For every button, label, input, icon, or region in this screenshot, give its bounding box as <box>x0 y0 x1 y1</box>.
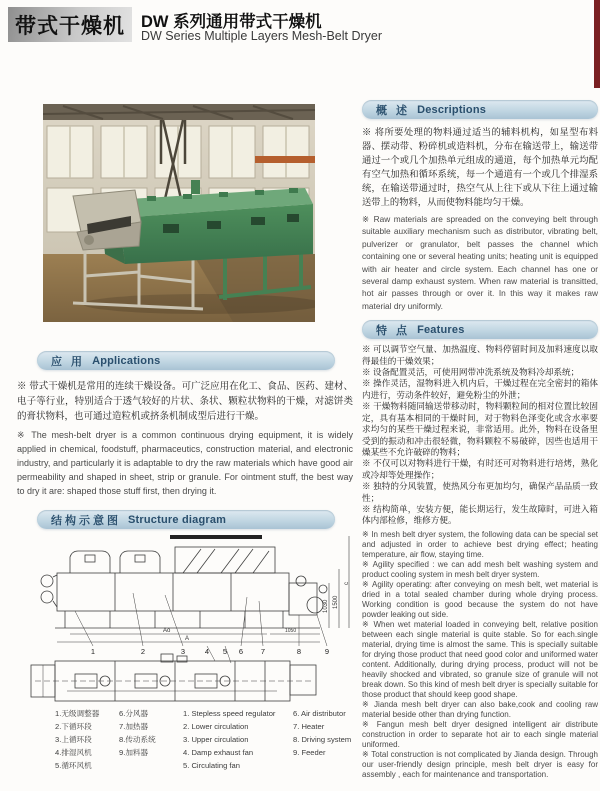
features-label-en: Features <box>417 323 465 336</box>
applications-label-en: Applications <box>92 354 161 367</box>
feature-item-zh: ※ 操作灵活，湿物料进入机内后，干燥过程在完全密封的箱体内进行，劳动条件较好，避免粉尘的外泄； <box>362 378 598 400</box>
feature-item-en: ※ Fangun mesh belt dryer designed intelligent air distribute construction in order to separate hot air to each single material uniformed. <box>362 719 598 749</box>
legend-item: 9. Feeder <box>293 748 326 757</box>
structure-label-zh: 结构示意图 <box>51 514 121 527</box>
section-header-features <box>362 320 598 339</box>
applications-text-zh: ※ 带式干燥机是常用的连续干燥设备。可广泛应用在化工、食品、医药、建材、电子等行业，特别适合于透气较好的片状、条状、颗粒状物料的干燥，对滤饼类的膏状物料，也可通过造粒机或挤条机制成型后进行干燥。 <box>17 381 353 422</box>
feature-item-zh: ※ 干燥物料随同输送带移动时，物料颗粒间的相对位置比较固定，具有基本相同的干燥时间，对于物料色泽变化或含水率要求均匀的某些干燥过程来说，非常适用。此外，物料在设备里受到的振动和冲击很轻微，物料颗粒不易破碎，因些也适用干燥某些不允许破碎的物料； <box>362 401 598 457</box>
page-title-en: DW Series Multiple Layers Mesh-Belt Dryer <box>141 29 383 43</box>
feature-item-zh: ※ 可以调节空气量、加热温度、物料停留时间及加料速度以取得最佳的干燥效果； <box>362 344 598 366</box>
callout-3: 3 <box>180 647 186 656</box>
legend-item: 5. Circulating fan <box>183 761 240 770</box>
legend-column-en-2 <box>293 707 351 759</box>
callout-8: 8 <box>296 647 302 656</box>
features-list-zh <box>362 344 598 527</box>
feature-item-en: ※ Total construction is not complicated by Jianda design. Through our user-friendly design principle, mesh belt dryer is easy for assembly , each for maintenance and transportation. <box>362 749 598 779</box>
feature-item-zh: ※ 不仅可以对物料进行干燥，有时还可对物料进行培烤，熟化或冷却等处理操作； <box>362 458 598 480</box>
feature-item-zh: ※ 独特的分风装置，使热风分布更加均匀，确保产品品质一致性； <box>362 481 598 503</box>
legend-item: 6. Air distributor <box>293 709 346 718</box>
callout-4: 4 <box>204 647 210 656</box>
legend-item: 8. Driving system <box>293 735 352 744</box>
descriptions-text-en: ※ Raw materials are spreaded on the conveying belt through suitable auxiliary mechanism such as distributor, vibrating belt, pulverizer or granulator, belt passes the channel which containing one or several heating units; heating unit is equipped with air heater and circle system. Each channel has one or several damp exhaust system. When raw material is transitted, hot air passes through or over it. In this way it makes raw material dry uniformly. <box>362 214 598 311</box>
structure-diagram <box>15 533 355 705</box>
descriptions-label-zh: 概 述 <box>376 104 411 117</box>
right-column <box>362 100 598 780</box>
legend-item: 2.下循环段 <box>55 722 92 731</box>
dim-a: A <box>185 636 190 642</box>
features-list-en <box>362 530 598 780</box>
side-view <box>41 535 327 628</box>
page-edge-marker <box>594 0 600 88</box>
dim-ao: Ao <box>163 628 171 634</box>
feature-item-zh: ※ 结构简单，安装方便，能长期运行，发生故障时，可进入箱体内部检修，维修方便。 <box>362 503 598 526</box>
descriptions-text-zh: ※ 将所要处理的物料通过适当的辅料机构，如星型布料器、摆动带、粉碎机或造料机，分布在输送带上，输送带通过一个或几个加热单元组成的通道，每个加热单元均配有空气加热和循环系统，每一个通道有一个或几个排湿系统，在输送带通过时，热空气从上往下或从下往上通过输送带上的物料，从而使物料能均匀干燥。 <box>362 127 598 207</box>
structure-label-en: Structure diagram <box>128 513 227 526</box>
legend-item: 4. Damp exhaust fan <box>183 748 254 757</box>
legend-column-zh-1 <box>55 707 99 772</box>
feed-hopper <box>73 190 141 250</box>
callout-1: 1 <box>90 647 96 656</box>
feature-item-en: ※ In mesh belt dryer system, the following data can be special set and adjusted in order to achieve best drying effect；heating temperature, air flow, staying time. <box>362 529 598 559</box>
category-badge: 带式干燥机 <box>8 7 132 42</box>
section-header-descriptions <box>362 100 598 119</box>
structure-diagram-drawing <box>15 533 355 705</box>
legend-item: 1. Stepless speed regulator <box>183 709 276 718</box>
dim-1030: 1030 <box>323 599 329 613</box>
dim-1050: 1050 <box>285 628 297 634</box>
applications-text-en: ※ The mesh-belt dryer is a common continuous drying equipment, it is widely applied in chemical, foodstuff, pharmaceutics, construction material, and electronic industry, and particularly it is adaptable to dry the raw materials which have good air permeability and shaped in sheet, strip or granule. For ointment stuff, the best way to dry it are: shaped those stuff first, then drying it. <box>17 430 353 496</box>
feature-item-zh: ※ 设备配置灵活，可使用网带冲洗系统及物料冷却系统； <box>362 367 580 378</box>
dim-c: c <box>344 582 350 585</box>
legend-item: 2. Lower circulation <box>183 722 249 731</box>
legend-column-zh-2 <box>119 707 156 759</box>
legend-item: 8.传动系统 <box>119 735 156 744</box>
features-label-zh: 特 点 <box>376 324 411 337</box>
diagram-legend <box>15 707 355 773</box>
dim-1500: 1500 <box>333 595 339 609</box>
legend-item: 3. Upper circulation <box>183 735 249 744</box>
legend-item: 6.分风器 <box>119 709 149 718</box>
page-title-zh: DW 系列通用带式干燥机 <box>141 13 322 31</box>
left-column <box>15 96 355 773</box>
dimension-lines <box>57 536 349 642</box>
feature-item-en: ※ Agility operating: after conveying on mesh belt, wet material is dried in a total sealed chamber during whole drying process. Working condition is good because the system do not have powder leaking out side. <box>362 579 598 619</box>
callout-7: 7 <box>260 647 266 656</box>
legend-item: 4.排湿风机 <box>55 748 92 757</box>
product-photo-illustration <box>43 104 315 322</box>
legend-column-en-1 <box>183 707 275 772</box>
feature-item-en: ※ Jianda mesh belt dryer can also bake,cook and cooling raw material beside other than drying function. <box>362 699 598 719</box>
legend-item: 7. Heater <box>293 722 325 731</box>
legend-item: 9.加料器 <box>119 748 149 757</box>
crane-beam <box>255 156 315 163</box>
section-header-applications <box>37 351 335 370</box>
legend-item: 5.循环风机 <box>55 761 92 770</box>
legend-item: 7.加热器 <box>119 722 149 731</box>
legend-item: 1.无级调整器 <box>55 709 100 718</box>
legend-item: 3.上循环段 <box>55 735 92 744</box>
callout-6: 6 <box>238 647 244 656</box>
dimension-labels <box>163 582 350 642</box>
applications-label-zh: 应 用 <box>51 355 86 368</box>
callout-9: 9 <box>324 647 330 656</box>
callout-5: 5 <box>222 647 228 656</box>
feature-item-en: ※ Agility specified : we can add mesh belt washing system and product cooling system in mesh belt dryer system. <box>362 559 598 579</box>
plan-view <box>31 654 316 701</box>
callout-2: 2 <box>140 647 146 656</box>
product-photo <box>43 104 315 322</box>
section-header-structure-diagram <box>37 510 335 529</box>
feature-item-en: ※ When wet material loaded in conveying belt, relative position between each single material is quite stable. So for each.single material, drying time is almost the same. This is specially suitable for drying those product that need good color and uniformed water content. Additionally, during drying process, product will not be heavily shocked and vibrated, so granule size of granule will not break down. So this kind of mesh belt dryer is specially suitable for those product that should keep good shape. <box>362 619 598 699</box>
descriptions-label-en: Descriptions <box>417 103 487 116</box>
